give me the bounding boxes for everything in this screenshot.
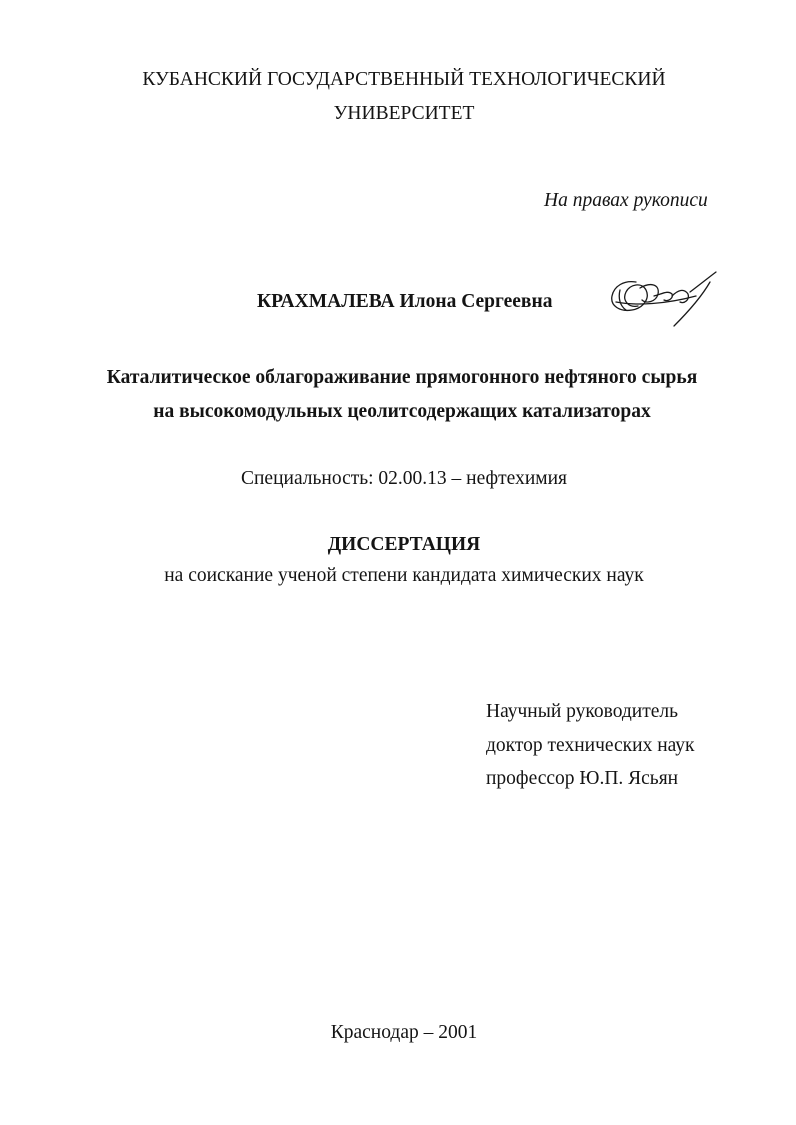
degree-statement: на соискание ученой степени кандидата химических наук (164, 565, 644, 586)
dissertation-title-line-2: на высокомодульных цеолитсодержащих катализаторах (153, 401, 651, 422)
manuscript-note: На правах рукописи (544, 190, 708, 211)
document-type: ДИССЕРТАЦИЯ (327, 534, 481, 555)
advisor-degree: доктор технических наук (486, 735, 695, 756)
author-surname: КРАХМАЛЕВА (257, 291, 395, 312)
author-given-names: Илона Сергеевна (399, 291, 553, 312)
advisor-name: профессор Ю.П. Ясьян (486, 768, 679, 789)
university-name-line-1: КУБАНСКИЙ ГОСУДАРСТВЕННЫЙ ТЕХНОЛОГИЧЕСКИЙ (142, 69, 666, 90)
signature-icon (606, 268, 722, 330)
author-name (257, 290, 552, 314)
dissertation-title-line-1: Каталитическое облагораживание прямогонного нефтяного сырья (106, 367, 698, 388)
specialty: Специальность: 02.00.13 – нефтехимия (240, 468, 567, 489)
advisor-role: Научный руководитель (486, 701, 679, 722)
university-name-line-2: УНИВЕРСИТЕТ (333, 103, 475, 124)
city-year: Краснодар – 2001 (330, 1022, 478, 1043)
